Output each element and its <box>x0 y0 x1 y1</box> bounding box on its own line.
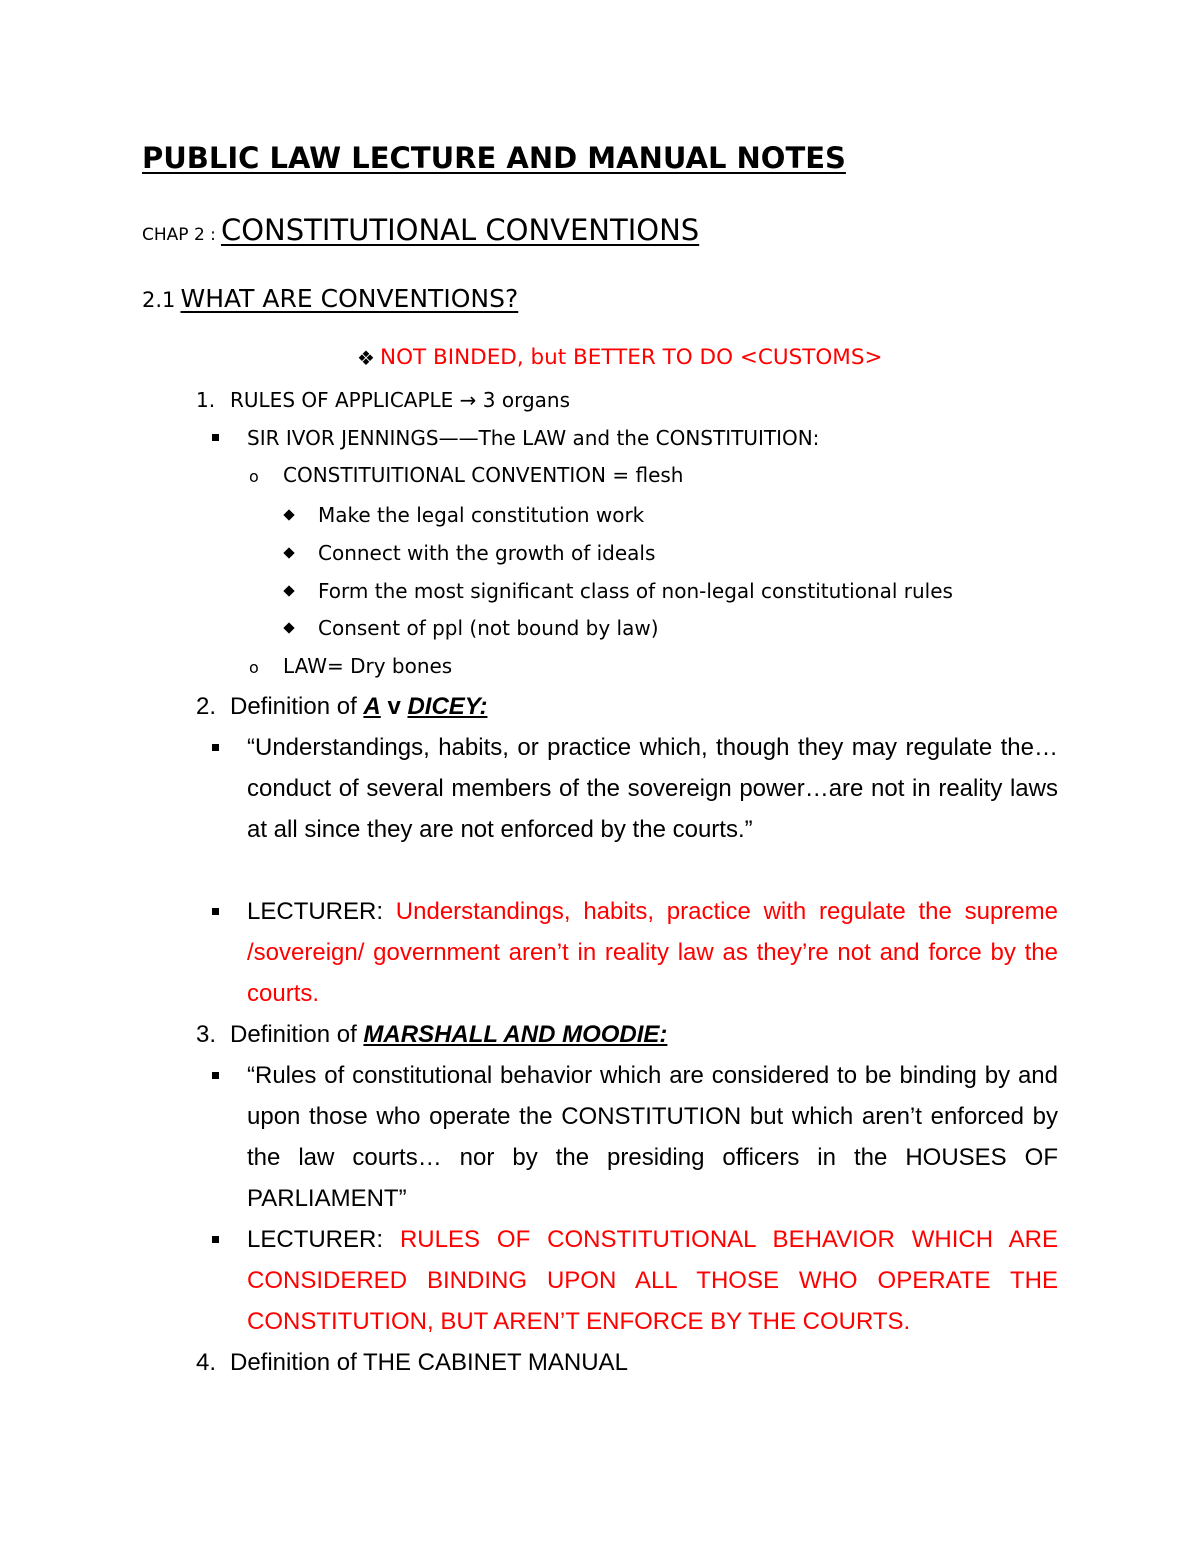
item3-label: Definition of <box>230 1021 357 1048</box>
item2-label: Definition of <box>230 693 357 720</box>
square-bullet-icon <box>212 434 219 441</box>
item4-heading: Definition of THE CABINET MANUAL <box>230 1349 628 1376</box>
section-heading <box>142 284 518 313</box>
chapter-title: CONSTITUTIONAL CONVENTIONS <box>220 213 700 247</box>
item2-name-v: v <box>387 693 401 720</box>
diamond-bullet-icon <box>283 585 294 596</box>
diamond-bullet-icon <box>283 622 294 633</box>
list-item: Make the legal constitution work <box>318 503 645 527</box>
item2-quote: “Understandings, habits, or practice which, though they may regulate the… conduct of several members of the sovereign power…are not in reality laws at all since they are not enforced by the courts.” <box>247 734 1058 843</box>
item3-name: MARSHALL AND MOODIE: <box>363 1021 668 1048</box>
square-bullet-icon <box>212 1236 219 1243</box>
section-number: 2.1 <box>142 288 176 312</box>
list-number-2: 2. <box>196 693 217 720</box>
item2-heading <box>230 693 487 721</box>
diamond-bullet-icon <box>283 509 294 520</box>
item3-quote: “Rules of constitutional behavior which are considered to be binding by and upon those who operate the CONSTITUTION but which aren’t enforced by the law courts… nor by the presiding officers in the HOUSES OF PARLIAMENT” <box>247 1062 1058 1212</box>
item1-subtext: SIR IVOR JENNINGS——The LAW and the CONSTITUITION: <box>247 426 820 450</box>
item3-lecturer-note <box>247 1219 1058 1342</box>
list-number-4: 4. <box>196 1349 217 1376</box>
lecturer-label: LECTURER: <box>247 1226 384 1253</box>
circle-bullet-icon: o <box>249 467 259 486</box>
item2-lecturer-note <box>247 891 1058 1014</box>
list-number-3: 3. <box>196 1021 217 1048</box>
list-item: Consent of ppl (not bound by law) <box>318 616 659 640</box>
chapter-prefix: CHAP 2 : <box>142 225 216 245</box>
square-bullet-icon <box>212 908 219 915</box>
chapter-heading <box>142 213 699 247</box>
lecturer-text: Understandings, habits, practice with regulate the supreme /sovereign/ government aren’t in reality law as they’re not and force by the courts. <box>247 898 1058 1007</box>
document-title: PUBLIC LAW LECTURE AND MANUAL NOTES <box>142 141 846 175</box>
callout-text: NOT BINDED, but BETTER TO DO <CUSTOMS> <box>380 345 883 370</box>
section-title: WHAT ARE CONVENTIONS? <box>180 284 519 313</box>
item2-name-dicey: DICEY: <box>407 693 488 720</box>
lecturer-text: RULES OF CONSTITUTIONAL BEHAVIOR WHICH ARE CONSIDERED BINDING UPON ALL THOSE WHO OPERATE THE CONSTITUTION, BUT AREN’T ENFORCE BY THE COURTS. <box>247 1226 1058 1335</box>
square-bullet-icon <box>212 744 219 751</box>
list-number-1: 1. <box>196 388 216 412</box>
item3-heading <box>230 1021 667 1049</box>
circle-bullet-icon: o <box>249 658 259 677</box>
item1-law-text: LAW= Dry bones <box>283 654 453 678</box>
item1-convention-text: CONSTITUITIONAL CONVENTION = flesh <box>283 463 684 487</box>
list-item: Form the most significant class of non-legal constitutional rules <box>318 579 953 603</box>
item2-name-a: A <box>363 693 381 720</box>
diamond-bullet-icon <box>283 547 294 558</box>
list-item: Connect with the growth of ideals <box>318 541 656 565</box>
item1-text: RULES OF APPLICAPLE → 3 organs <box>230 388 571 412</box>
lecturer-label: LECTURER: <box>247 898 384 925</box>
square-bullet-icon <box>212 1072 219 1079</box>
fleuron-bullet-icon: ❖ <box>357 346 375 370</box>
